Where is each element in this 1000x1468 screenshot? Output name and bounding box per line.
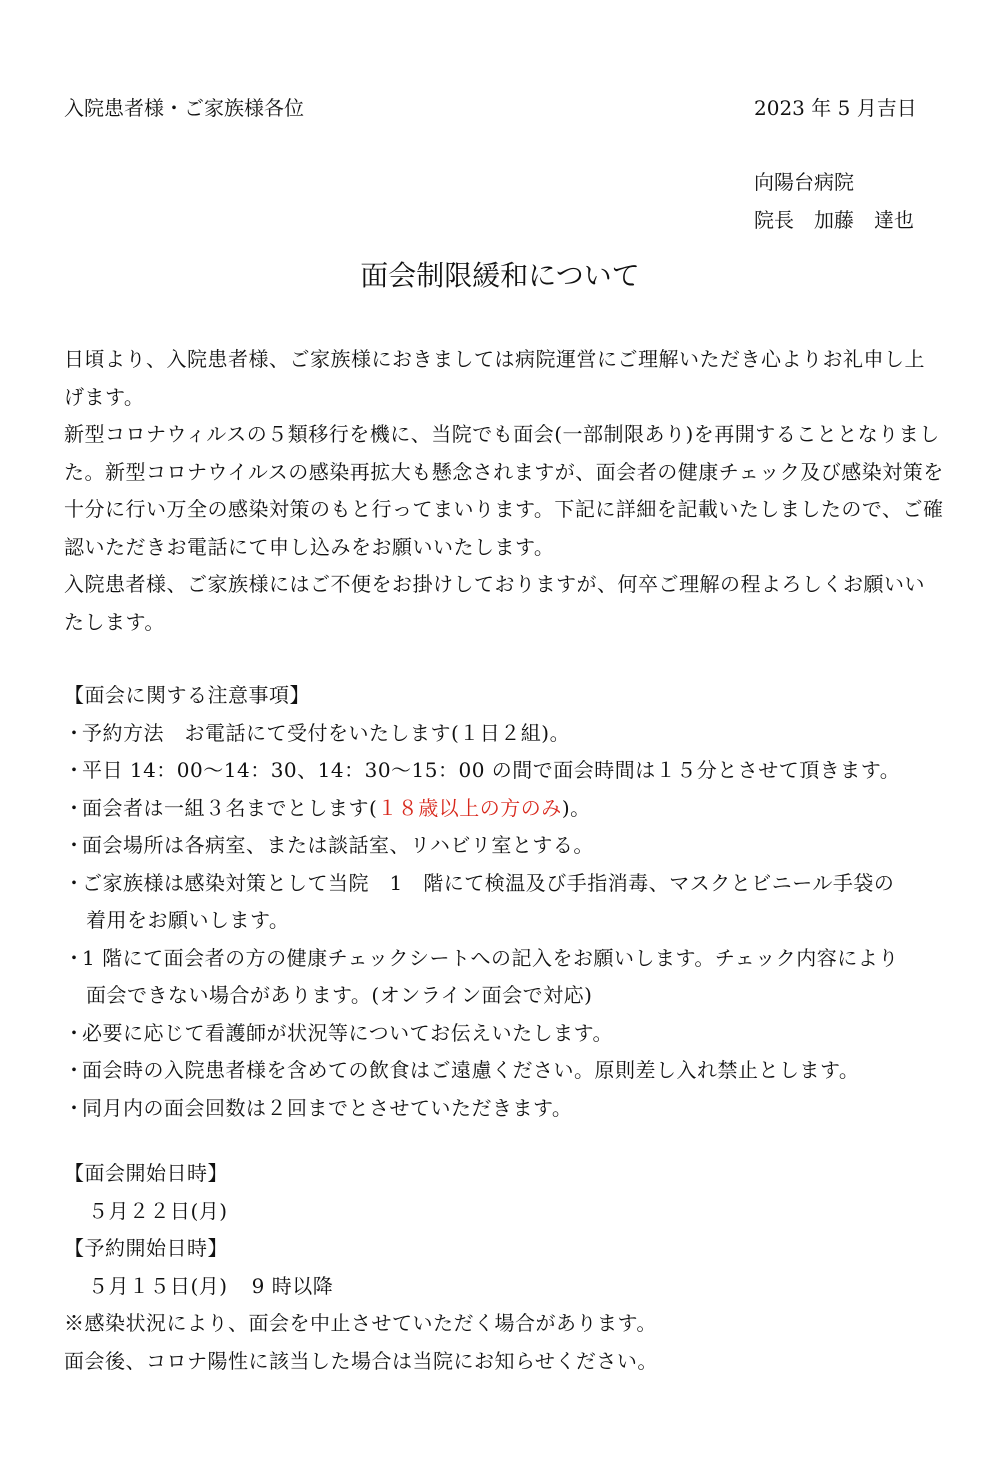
bullet-mark: ・ <box>64 758 85 782</box>
bullet-mark: ・ <box>64 795 85 820</box>
note-text: 平日 14：00〜14：30、14：30〜15：00 の間で面会時間は１５分とさせて頂きます。 <box>82 758 901 782</box>
note-item <box>64 865 944 903</box>
note-item <box>64 1052 944 1090</box>
note-text: 面会時の入院患者様を含めての飲食はご遠慮ください。原則差し入れ禁止とします。 <box>82 1058 860 1082</box>
note-item <box>64 715 944 753</box>
note-item <box>64 1015 944 1053</box>
bullet-mark: ・ <box>64 1095 85 1120</box>
note-text-pre: 面会者は一組３名までとします( <box>82 795 378 820</box>
bullet-mark: ・ <box>64 945 85 970</box>
note-text: 必要に応じて看護師が状況等についてお伝えいたします。 <box>82 1020 613 1045</box>
reservation-start-date: ５月１５日(月) <box>88 1273 228 1298</box>
bullet-mark: ・ <box>64 1058 85 1082</box>
visit-start-heading: 【面会開始日時】 <box>64 1161 228 1185</box>
bullet-mark: ・ <box>64 870 85 895</box>
addressee: 入院患者様・ご家族様各位 <box>64 96 304 120</box>
reservation-start-heading: 【予約開始日時】 <box>64 1236 228 1260</box>
note-item <box>64 790 944 828</box>
note-text-continued: 面会できない場合があります。(オンライン面会で対応) <box>86 983 593 1007</box>
note-item <box>64 827 944 865</box>
note-text: 面会場所は各病室、または談話室、リハビリ室とする。 <box>82 833 594 857</box>
intro-paragraph-1: 日頃より、入院患者様、ご家族様におきましては病院運営にご理解いただき心よりお礼申し上げます。 <box>64 347 925 409</box>
note-text-continued: 着用をお願いします。 <box>86 908 290 932</box>
cancellation-note: ※感染状況により、面会を中止させていただく場合があります。 <box>64 1311 657 1335</box>
note-text: 1 階にて面会者の方の健康チェックシートへの記入をお願いします。チェック内容により <box>82 945 899 970</box>
positive-report-note: 面会後、コロナ陽性に該当した場合は当院にお知らせください。 <box>64 1348 658 1373</box>
note-item <box>64 1090 944 1128</box>
age-restriction-highlight: １８歳以上の方のみ <box>377 795 562 820</box>
note-text <box>82 790 944 828</box>
intro-paragraph-2: 新型コロナウィルスの５類移行を機に、当院でも面会(一部制限あり)を再開することとなりました。新型コロナウイルスの感染再拡大も懸念されますが、面会者の健康チェック及び感染対策を十分に行い万全の感染対策のもと行ってまいります。下記に詳細を記載いたしましたので、ご確認いただきお電話にて申し込みをお願いいたします。 <box>64 422 944 559</box>
visit-start-date: ５月２２日(月) <box>88 1198 228 1223</box>
intro-section <box>64 341 944 641</box>
issue-date: 2023 年 5 月吉日 <box>754 96 917 120</box>
page-title: 面会制限緩和について <box>360 259 640 292</box>
bullet-mark: ・ <box>64 833 85 857</box>
schedule-section <box>64 1155 944 1380</box>
note-text: ご家族様は感染対策として当院 1 階にて検温及び手指消毒、マスクとビニール手袋の <box>82 870 895 895</box>
note-text: 同月内の面会回数は２回までとさせていただきます。 <box>82 1095 573 1120</box>
note-item <box>64 940 944 978</box>
notes-section <box>64 677 944 1127</box>
note-item <box>64 752 944 790</box>
notes-heading: 【面会に関する注意事項】 <box>64 683 310 707</box>
note-text-post: )。 <box>561 795 591 820</box>
bullet-mark: ・ <box>64 1020 85 1045</box>
intro-paragraph-3: 入院患者様、ご家族様にはご不便をお掛けしておりますが、何卒ご理解の程よろしくお願いいたします。 <box>64 572 925 634</box>
bullet-mark: ・ <box>64 720 85 745</box>
director-name: 院長 加藤 達也 <box>754 208 914 232</box>
reservation-start-time: 9 時以降 <box>251 1273 334 1298</box>
hospital-name: 向陽台病院 <box>754 170 854 194</box>
note-text: 予約方法 お電話にて受付をいたします(１日２組)。 <box>82 720 571 745</box>
reservation-start-datetime <box>64 1268 944 1306</box>
